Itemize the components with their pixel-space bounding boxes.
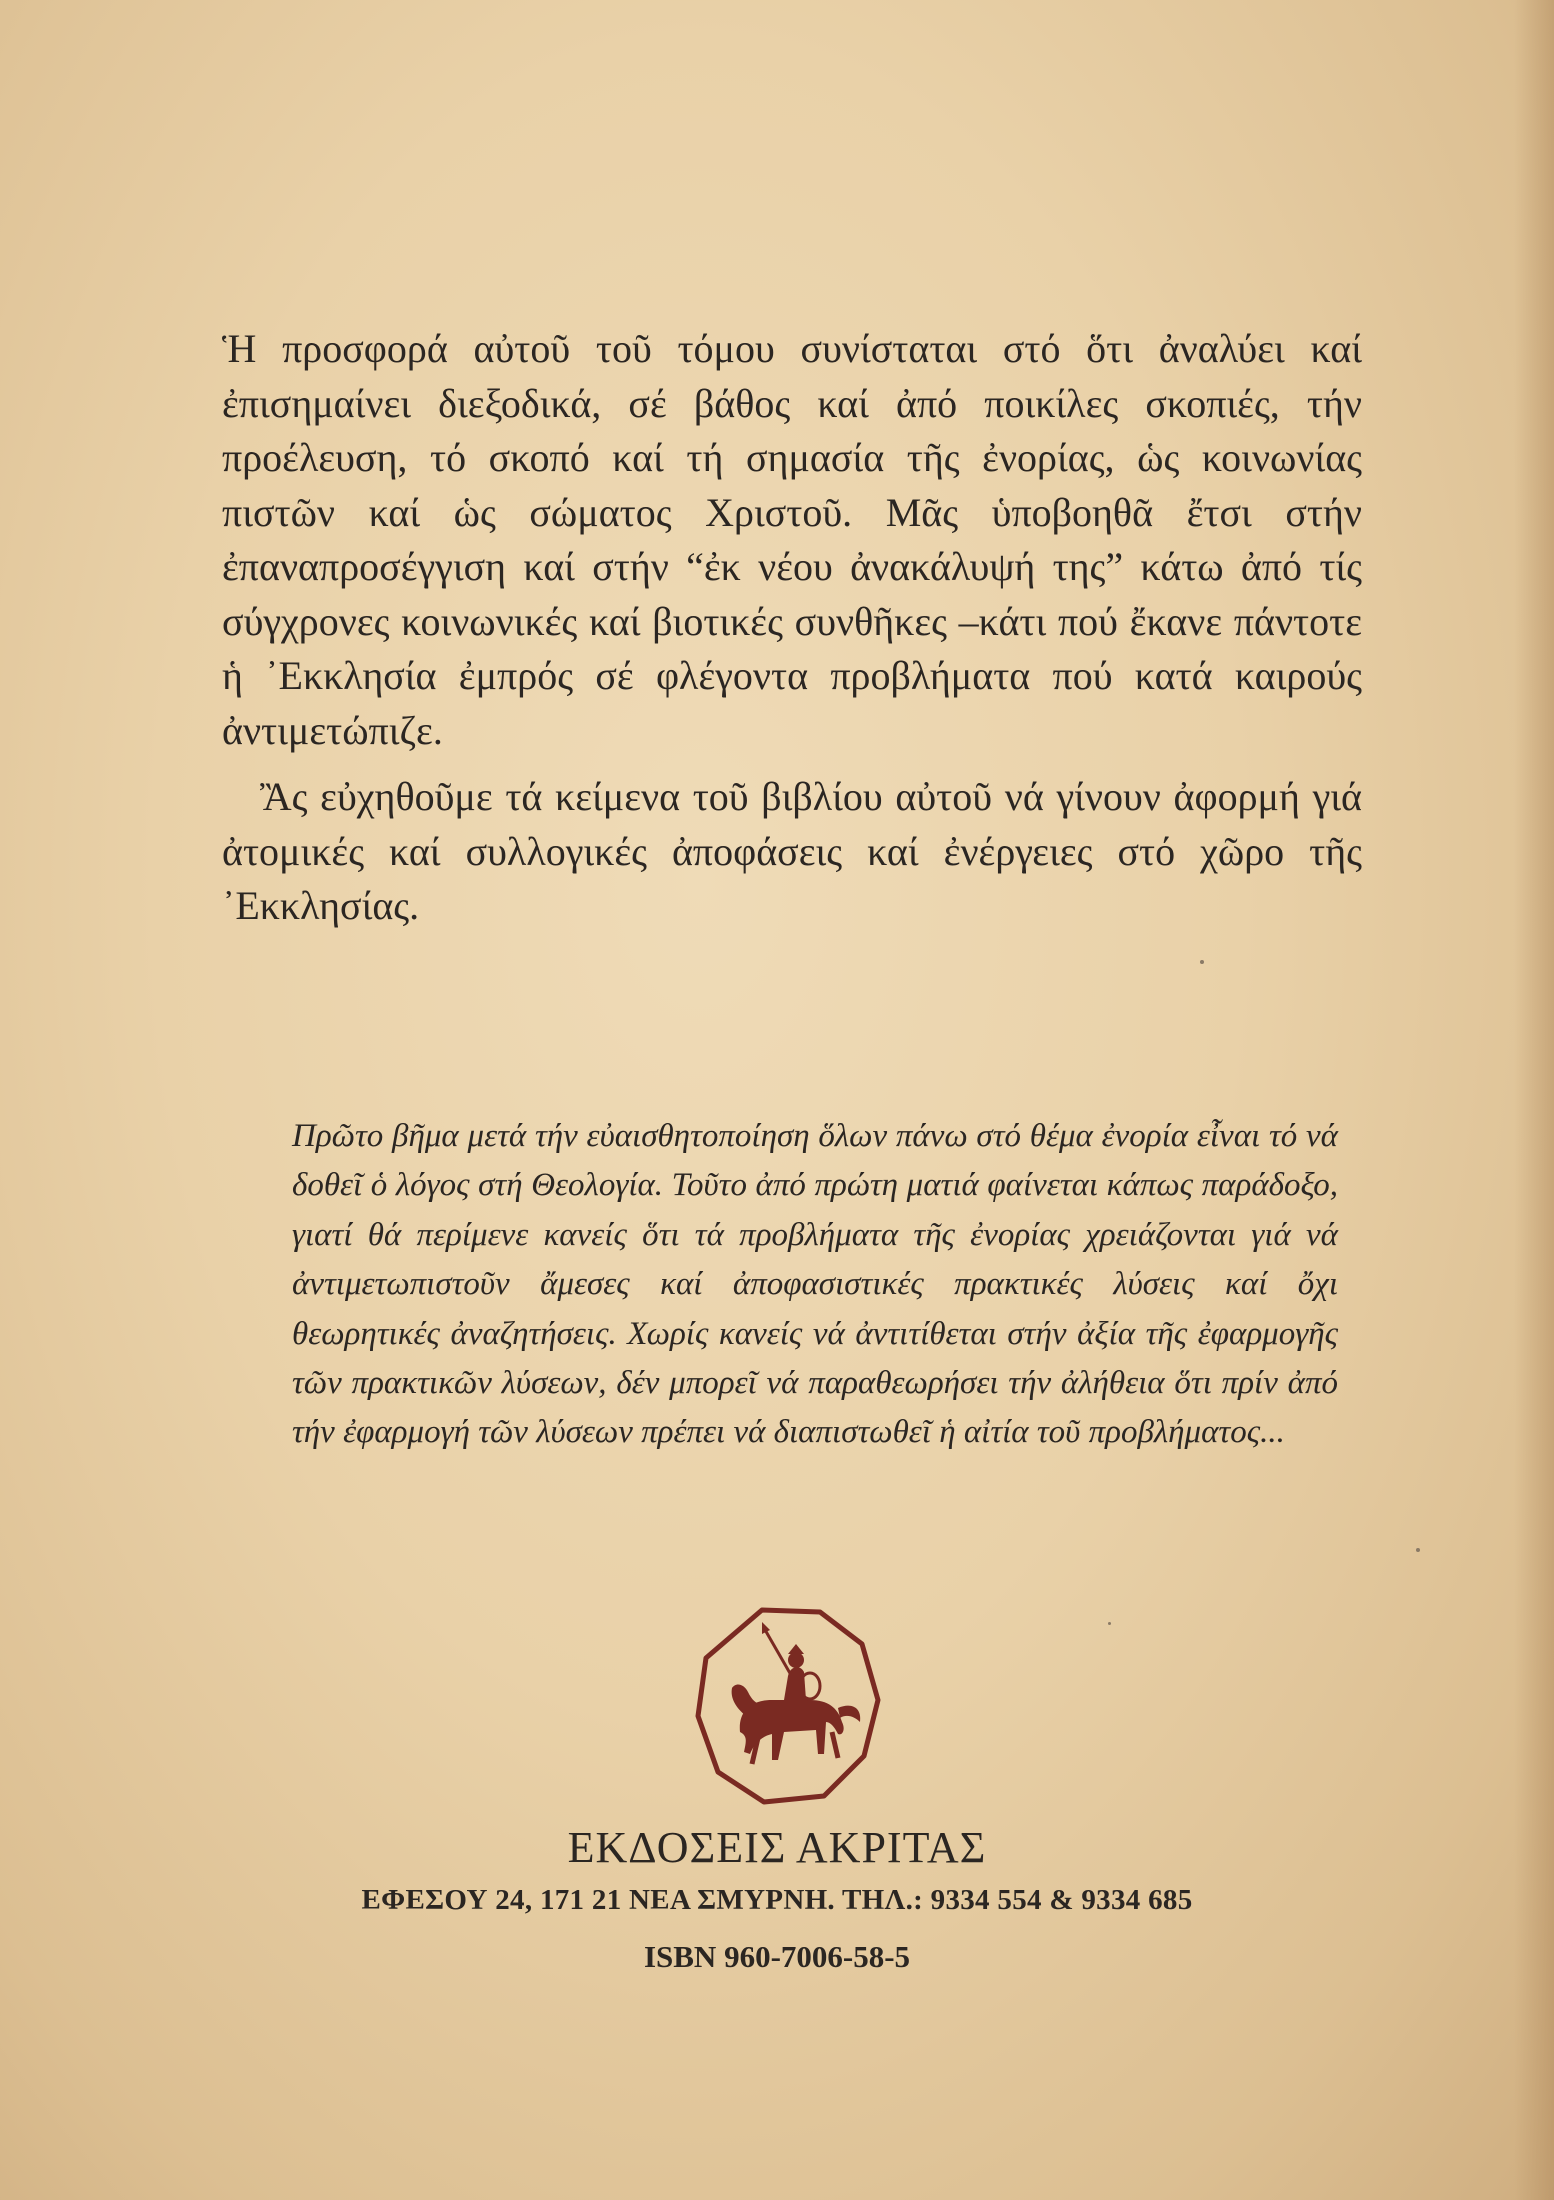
blurb-paragraph-1: Ἡ προσφορά αὐτοῦ τοῦ τόμου συνίσταται στό ὅτι ἀναλύει καί ἐπισημαίνει διεξοδικά, σέ βάθος καί ἀπό ποικίλες σκοπιές, τήν προέλευση, τό σκοπό καί τή σημασία τῆς ἐνορίας, ὡς κοινωνίας πιστῶν καί ὡς σώματος Χριστοῦ. Μᾶς ὑποβοηθᾶ ἔτσι στήν ἐπαναπροσέγγιση καί στήν “ἐκ νέου ἀνακάλυψή της” κάτω ἀπό τίς σύγχρονες κοινωνικές καί βιοτικές συνθῆκες –κάτι πού ἔκανε πάντοτε ἡ ᾿Εκκλησία ἐμπρός σέ φλέγοντα προβλήματα πού κατά καιρούς ἀντιμετώπιζε.	[222, 326, 1362, 753]
blurb-paragraph-2: Ἂς εὐχηθοῦμε τά κείμενα τοῦ βιβλίου αὐτοῦ νά γίνουν ἀφορμή γιά ἀτομικές καί συλλογικές ἀποφάσεις καί ἐνέργειες στό χῶρο τῆς ᾿Εκκλησίας.	[222, 774, 1362, 928]
excerpt-quote	[292, 1112, 1338, 1458]
akritas-horseman-logo-icon	[692, 1604, 882, 1808]
excerpt-quote-text: Πρῶτο βῆμα μετά τήν εὐαισθητοποίηση ὅλων πάνω στό θέμα ἐνορία εἶναι τό νά δοθεῖ ὁ λόγος στή Θεολογία. Τοῦτο ἀπό πρώτη ματιά φαίνεται κάπως παράδοξο, γιατί θά περίμενε κανείς ὅτι τά προβλήματα τῆς ἐνορίας χρειάζονται γιά νά ἀντιμετωπιστοῦν ἄμεσες καί ἀποφασιστικές πρακτικές λύσεις καί ὄχι θεωρητικές ἀναζητήσεις. Χωρίς κανείς νά ἀντιτίθεται στήν ἀξία τῆς ἐφαρμογῆς τῶν πρακτικῶν λύσεων, δέν μπορεῖ νά παραθεωρήσει τήν ἀλήθεια ὅτι πρίν ἀπό τήν ἐφαρμογή τῶν λύσεων πρέπει νά διαπιστωθεῖ ἡ αἰτία τοῦ προβλήματος...	[292, 1118, 1338, 1451]
paper-speck	[1416, 1548, 1420, 1552]
isbn-number: ISBN 960-7006-58-5	[643, 1939, 911, 1974]
publisher-name: ΕΚΔΟΣΕΙΣ ΑΚΡΙΤΑΣ	[567, 1823, 987, 1872]
publisher-address: ΕΦΕΣΟΥ 24, 171 21 ΝΕΑ ΣΜΥΡΝΗ. ΤΗΛ.: 9334 554 & 9334 685	[361, 1884, 1193, 1916]
blurb-text	[222, 322, 1362, 934]
paper-speck	[1108, 1622, 1111, 1625]
paper-speck	[1200, 960, 1204, 964]
